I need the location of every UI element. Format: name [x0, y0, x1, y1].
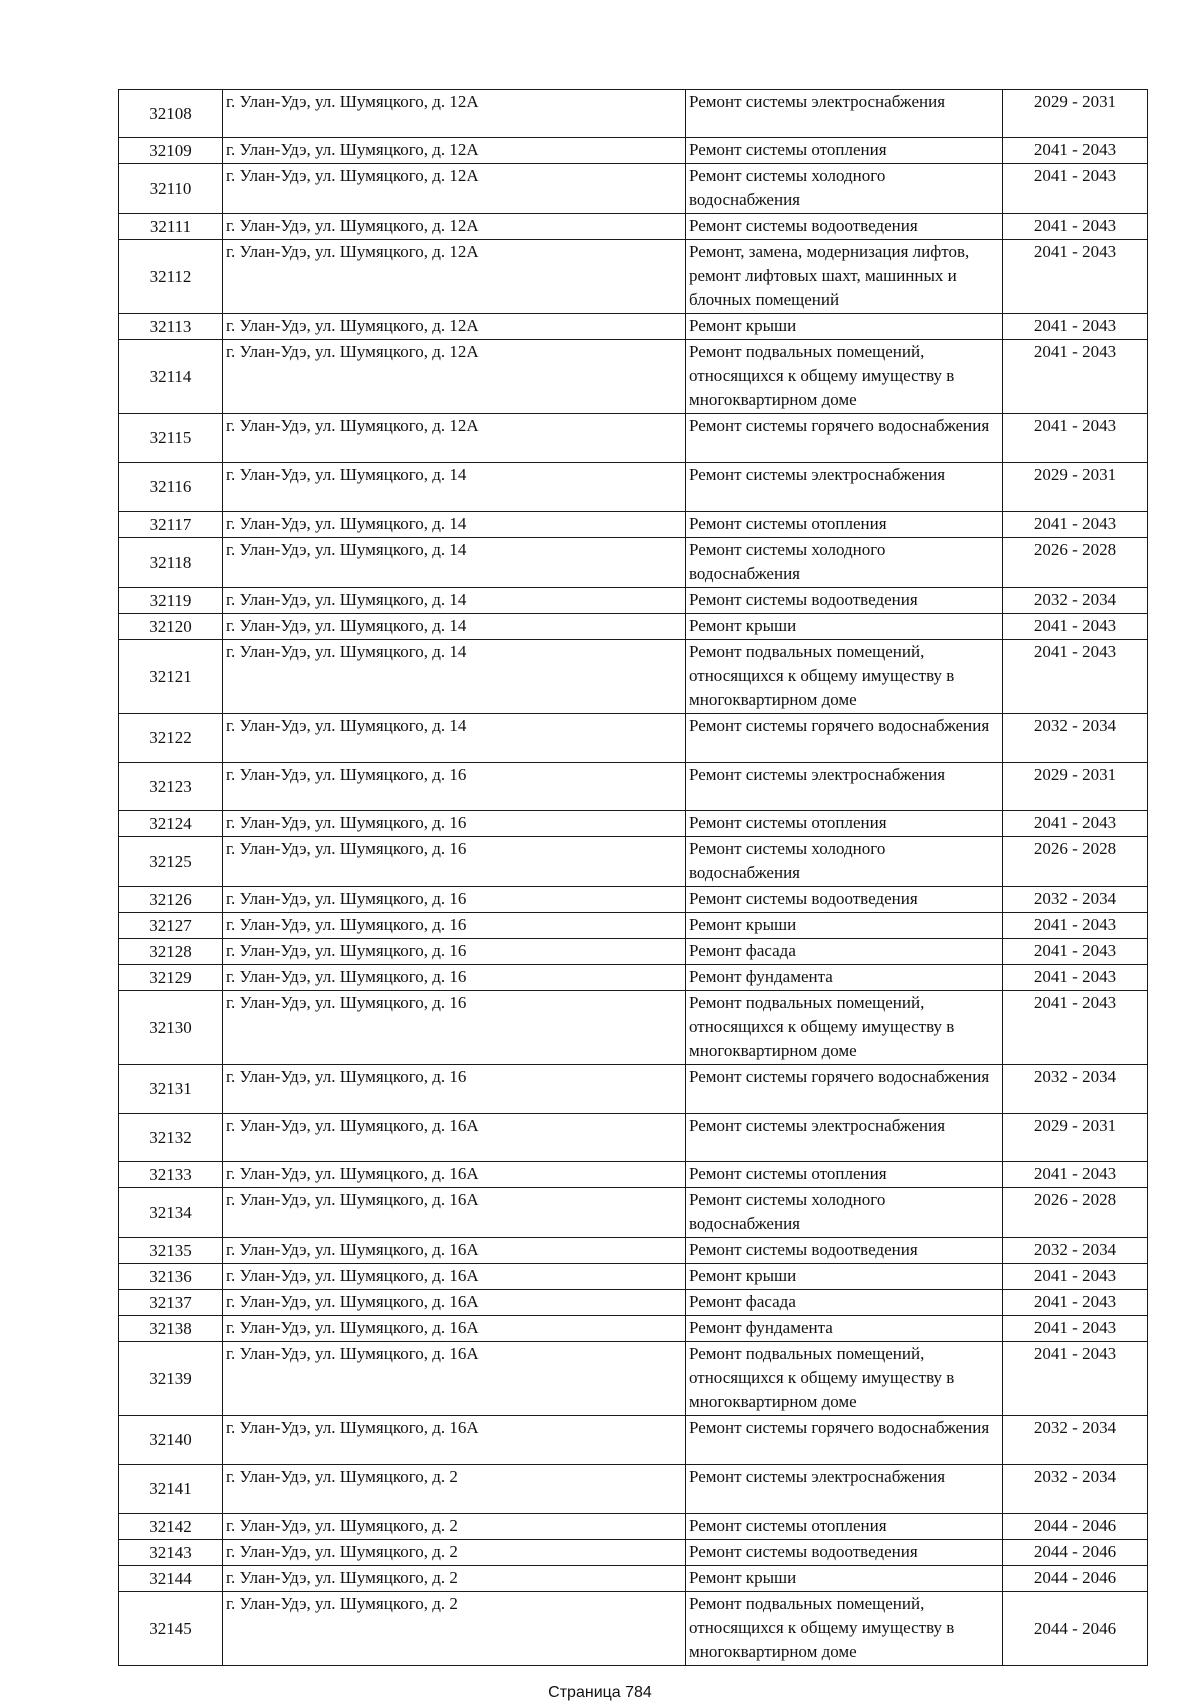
row-work-type: Ремонт крыши	[686, 1264, 1003, 1290]
row-number: 32125	[119, 837, 223, 887]
row-address: г. Улан-Удэ, ул. Шумяцкого, д. 16	[223, 811, 686, 837]
row-work-type: Ремонт системы водоотведения	[686, 588, 1003, 614]
row-work-type: Ремонт системы отопления	[686, 138, 1003, 164]
row-period: 2041 - 2043	[1003, 614, 1148, 640]
row-work-type: Ремонт крыши	[686, 614, 1003, 640]
row-number: 32113	[119, 314, 223, 340]
row-number: 32127	[119, 913, 223, 939]
row-work-type: Ремонт системы горячего водоснабжения	[686, 1065, 1003, 1114]
row-period: 2032 - 2034	[1003, 1238, 1148, 1264]
row-period: 2041 - 2043	[1003, 414, 1148, 463]
row-work-type: Ремонт фасада	[686, 1290, 1003, 1316]
row-address: г. Улан-Удэ, ул. Шумяцкого, д. 16А	[223, 1114, 686, 1162]
row-period: 2041 - 2043	[1003, 913, 1148, 939]
row-address: г. Улан-Удэ, ул. Шумяцкого, д. 2	[223, 1540, 686, 1566]
row-address: г. Улан-Удэ, ул. Шумяцкого, д. 12А	[223, 138, 686, 164]
table-row	[119, 240, 1148, 314]
row-period: 2041 - 2043	[1003, 991, 1148, 1065]
table-row	[119, 1238, 1148, 1264]
row-period: 2032 - 2034	[1003, 714, 1148, 763]
row-address: г. Улан-Удэ, ул. Шумяцкого, д. 2	[223, 1592, 686, 1666]
row-period: 2041 - 2043	[1003, 1264, 1148, 1290]
table-row	[119, 1592, 1148, 1666]
row-address: г. Улан-Удэ, ул. Шумяцкого, д. 16А	[223, 1188, 686, 1238]
table-row	[119, 1342, 1148, 1416]
row-work-type: Ремонт системы отопления	[686, 1162, 1003, 1188]
row-address: г. Улан-Удэ, ул. Шумяцкого, д. 16А	[223, 1264, 686, 1290]
table-row	[119, 640, 1148, 714]
row-number: 32124	[119, 811, 223, 837]
row-number: 32142	[119, 1514, 223, 1540]
row-work-type: Ремонт подвальных помещений, относящихся к общему имуществу в многоквартирном доме	[686, 1342, 1003, 1416]
table-row	[119, 138, 1148, 164]
row-period: 2041 - 2043	[1003, 340, 1148, 414]
row-work-type: Ремонт системы водоотведения	[686, 887, 1003, 913]
row-address: г. Улан-Удэ, ул. Шумяцкого, д. 12А	[223, 414, 686, 463]
row-period: 2041 - 2043	[1003, 811, 1148, 837]
row-address: г. Улан-Удэ, ул. Шумяцкого, д. 16А	[223, 1162, 686, 1188]
row-address: г. Улан-Удэ, ул. Шумяцкого, д. 16А	[223, 1238, 686, 1264]
row-work-type: Ремонт системы холодного водоснабжения	[686, 1188, 1003, 1238]
row-address: г. Улан-Удэ, ул. Шумяцкого, д. 12А	[223, 164, 686, 214]
row-number: 32112	[119, 240, 223, 314]
row-work-type: Ремонт системы водоотведения	[686, 214, 1003, 240]
table-row	[119, 314, 1148, 340]
row-work-type: Ремонт системы горячего водоснабжения	[686, 1416, 1003, 1465]
row-address: г. Улан-Удэ, ул. Шумяцкого, д. 16А	[223, 1316, 686, 1342]
table-row	[119, 1264, 1148, 1290]
row-number: 32131	[119, 1065, 223, 1114]
row-address: г. Улан-Удэ, ул. Шумяцкого, д. 14	[223, 588, 686, 614]
table-row	[119, 887, 1148, 913]
row-work-type: Ремонт системы холодного водоснабжения	[686, 538, 1003, 588]
row-period: 2032 - 2034	[1003, 1416, 1148, 1465]
row-work-type: Ремонт системы холодного водоснабжения	[686, 837, 1003, 887]
row-address: г. Улан-Удэ, ул. Шумяцкого, д. 2	[223, 1566, 686, 1592]
row-address: г. Улан-Удэ, ул. Шумяцкого, д. 2	[223, 1514, 686, 1540]
row-address: г. Улан-Удэ, ул. Шумяцкого, д. 14	[223, 538, 686, 588]
row-address: г. Улан-Удэ, ул. Шумяцкого, д. 16	[223, 837, 686, 887]
row-address: г. Улан-Удэ, ул. Шумяцкого, д. 16А	[223, 1416, 686, 1465]
table-row	[119, 714, 1148, 763]
row-period: 2029 - 2031	[1003, 1114, 1148, 1162]
row-work-type: Ремонт системы горячего водоснабжения	[686, 414, 1003, 463]
row-work-type: Ремонт крыши	[686, 314, 1003, 340]
row-address: г. Улан-Удэ, ул. Шумяцкого, д. 14	[223, 714, 686, 763]
row-work-type: Ремонт системы электроснабжения	[686, 463, 1003, 512]
table-row	[119, 991, 1148, 1065]
row-address: г. Улан-Удэ, ул. Шумяцкого, д. 12А	[223, 314, 686, 340]
row-period: 2041 - 2043	[1003, 1290, 1148, 1316]
table-row	[119, 214, 1148, 240]
row-work-type: Ремонт фундамента	[686, 965, 1003, 991]
table-row	[119, 837, 1148, 887]
row-work-type: Ремонт системы электроснабжения	[686, 763, 1003, 811]
row-number: 32137	[119, 1290, 223, 1316]
row-number: 32114	[119, 340, 223, 414]
table-row	[119, 1290, 1148, 1316]
row-period: 2041 - 2043	[1003, 1316, 1148, 1342]
row-number: 32110	[119, 164, 223, 214]
row-number: 32122	[119, 714, 223, 763]
row-number: 32135	[119, 1238, 223, 1264]
row-number: 32132	[119, 1114, 223, 1162]
row-work-type: Ремонт крыши	[686, 913, 1003, 939]
row-work-type: Ремонт системы отопления	[686, 811, 1003, 837]
table-row	[119, 1514, 1148, 1540]
row-address: г. Улан-Удэ, ул. Шумяцкого, д. 14	[223, 640, 686, 714]
row-period: 2044 - 2046	[1003, 1540, 1148, 1566]
row-period: 2041 - 2043	[1003, 164, 1148, 214]
row-number: 32115	[119, 414, 223, 463]
row-work-type: Ремонт системы водоотведения	[686, 1540, 1003, 1566]
row-address: г. Улан-Удэ, ул. Шумяцкого, д. 16	[223, 1065, 686, 1114]
row-number: 32140	[119, 1416, 223, 1465]
row-period: 2026 - 2028	[1003, 538, 1148, 588]
row-work-type: Ремонт системы отопления	[686, 1514, 1003, 1540]
row-work-type: Ремонт системы отопления	[686, 512, 1003, 538]
row-address: г. Улан-Удэ, ул. Шумяцкого, д. 16	[223, 763, 686, 811]
table-row	[119, 164, 1148, 214]
row-address: г. Улан-Удэ, ул. Шумяцкого, д. 12А	[223, 214, 686, 240]
row-period: 2032 - 2034	[1003, 1065, 1148, 1114]
table-body	[119, 90, 1148, 1666]
table-row	[119, 1540, 1148, 1566]
row-address: г. Улан-Удэ, ул. Шумяцкого, д. 16	[223, 965, 686, 991]
row-number: 32141	[119, 1465, 223, 1514]
table-row	[119, 1316, 1148, 1342]
capital-repair-table	[118, 89, 1148, 1666]
page-number: Страница 784	[548, 1684, 652, 1701]
row-address: г. Улан-Удэ, ул. Шумяцкого, д. 16А	[223, 1290, 686, 1316]
row-number: 32139	[119, 1342, 223, 1416]
table-row	[119, 538, 1148, 588]
row-address: г. Улан-Удэ, ул. Шумяцкого, д. 2	[223, 1465, 686, 1514]
row-period: 2041 - 2043	[1003, 939, 1148, 965]
table-row	[119, 1465, 1148, 1514]
row-work-type: Ремонт системы водоотведения	[686, 1238, 1003, 1264]
row-number: 32117	[119, 512, 223, 538]
row-number: 32116	[119, 463, 223, 512]
row-period: 2041 - 2043	[1003, 640, 1148, 714]
row-period: 2041 - 2043	[1003, 314, 1148, 340]
row-number: 32108	[119, 90, 223, 138]
row-work-type: Ремонт системы электроснабжения	[686, 1114, 1003, 1162]
row-address: г. Улан-Удэ, ул. Шумяцкого, д. 16	[223, 913, 686, 939]
table-row	[119, 1416, 1148, 1465]
row-period: 2041 - 2043	[1003, 240, 1148, 314]
row-period: 2041 - 2043	[1003, 1342, 1148, 1416]
row-number: 32128	[119, 939, 223, 965]
row-number: 32109	[119, 138, 223, 164]
table-row	[119, 512, 1148, 538]
row-number: 32138	[119, 1316, 223, 1342]
table-row	[119, 1114, 1148, 1162]
row-number: 32129	[119, 965, 223, 991]
row-period: 2044 - 2046	[1003, 1592, 1148, 1666]
row-period: 2041 - 2043	[1003, 1162, 1148, 1188]
row-period: 2032 - 2034	[1003, 887, 1148, 913]
table-row	[119, 965, 1148, 991]
row-period: 2044 - 2046	[1003, 1514, 1148, 1540]
row-work-type: Ремонт подвальных помещений, относящихся к общему имуществу в многоквартирном доме	[686, 991, 1003, 1065]
row-number: 32145	[119, 1592, 223, 1666]
row-period: 2026 - 2028	[1003, 1188, 1148, 1238]
table-row	[119, 463, 1148, 512]
row-work-type: Ремонт подвальных помещений, относящихся к общему имуществу в многоквартирном доме	[686, 1592, 1003, 1666]
table-row	[119, 588, 1148, 614]
row-number: 32119	[119, 588, 223, 614]
row-work-type: Ремонт фундамента	[686, 1316, 1003, 1342]
row-number: 32136	[119, 1264, 223, 1290]
row-work-type: Ремонт системы горячего водоснабжения	[686, 714, 1003, 763]
row-work-type: Ремонт системы электроснабжения	[686, 90, 1003, 138]
row-work-type: Ремонт системы холодного водоснабжения	[686, 164, 1003, 214]
row-address: г. Улан-Удэ, ул. Шумяцкого, д. 16	[223, 939, 686, 965]
row-work-type: Ремонт подвальных помещений, относящихся к общему имуществу в многоквартирном доме	[686, 640, 1003, 714]
table-row	[119, 1566, 1148, 1592]
row-period: 2032 - 2034	[1003, 1465, 1148, 1514]
row-period: 2044 - 2046	[1003, 1566, 1148, 1592]
row-period: 2041 - 2043	[1003, 512, 1148, 538]
row-number: 32133	[119, 1162, 223, 1188]
row-period: 2029 - 2031	[1003, 463, 1148, 512]
row-address: г. Улан-Удэ, ул. Шумяцкого, д. 16	[223, 991, 686, 1065]
row-address: г. Улан-Удэ, ул. Шумяцкого, д. 12А	[223, 90, 686, 138]
row-work-type: Ремонт фасада	[686, 939, 1003, 965]
table-row	[119, 1065, 1148, 1114]
table-row	[119, 1188, 1148, 1238]
row-address: г. Улан-Удэ, ул. Шумяцкого, д. 14	[223, 614, 686, 640]
row-address: г. Улан-Удэ, ул. Шумяцкого, д. 14	[223, 463, 686, 512]
row-address: г. Улан-Удэ, ул. Шумяцкого, д. 16	[223, 887, 686, 913]
row-number: 32144	[119, 1566, 223, 1592]
row-number: 32118	[119, 538, 223, 588]
row-address: г. Улан-Удэ, ул. Шумяцкого, д. 12А	[223, 340, 686, 414]
row-period: 2026 - 2028	[1003, 837, 1148, 887]
row-period: 2029 - 2031	[1003, 90, 1148, 138]
row-number: 32143	[119, 1540, 223, 1566]
table-row	[119, 939, 1148, 965]
row-period: 2029 - 2031	[1003, 763, 1148, 811]
row-address: г. Улан-Удэ, ул. Шумяцкого, д. 14	[223, 512, 686, 538]
row-number: 32121	[119, 640, 223, 714]
row-address: г. Улан-Удэ, ул. Шумяцкого, д. 12А	[223, 240, 686, 314]
row-period: 2032 - 2034	[1003, 588, 1148, 614]
table-row	[119, 1162, 1148, 1188]
row-period: 2041 - 2043	[1003, 138, 1148, 164]
row-number: 32134	[119, 1188, 223, 1238]
row-address: г. Улан-Удэ, ул. Шумяцкого, д. 16А	[223, 1342, 686, 1416]
row-number: 32130	[119, 991, 223, 1065]
table-row	[119, 913, 1148, 939]
table-row	[119, 90, 1148, 138]
table-row	[119, 763, 1148, 811]
row-number: 32123	[119, 763, 223, 811]
table-row	[119, 414, 1148, 463]
table-row	[119, 340, 1148, 414]
row-number: 32111	[119, 214, 223, 240]
row-period: 2041 - 2043	[1003, 214, 1148, 240]
row-number: 32120	[119, 614, 223, 640]
row-work-type: Ремонт подвальных помещений, относящихся к общему имуществу в многоквартирном доме	[686, 340, 1003, 414]
row-period: 2041 - 2043	[1003, 965, 1148, 991]
row-work-type: Ремонт крыши	[686, 1566, 1003, 1592]
row-number: 32126	[119, 887, 223, 913]
row-work-type: Ремонт, замена, модернизация лифтов, ремонт лифтовых шахт, машинных и блочных помещений	[686, 240, 1003, 314]
row-work-type: Ремонт системы электроснабжения	[686, 1465, 1003, 1514]
table-row	[119, 811, 1148, 837]
table-row	[119, 614, 1148, 640]
